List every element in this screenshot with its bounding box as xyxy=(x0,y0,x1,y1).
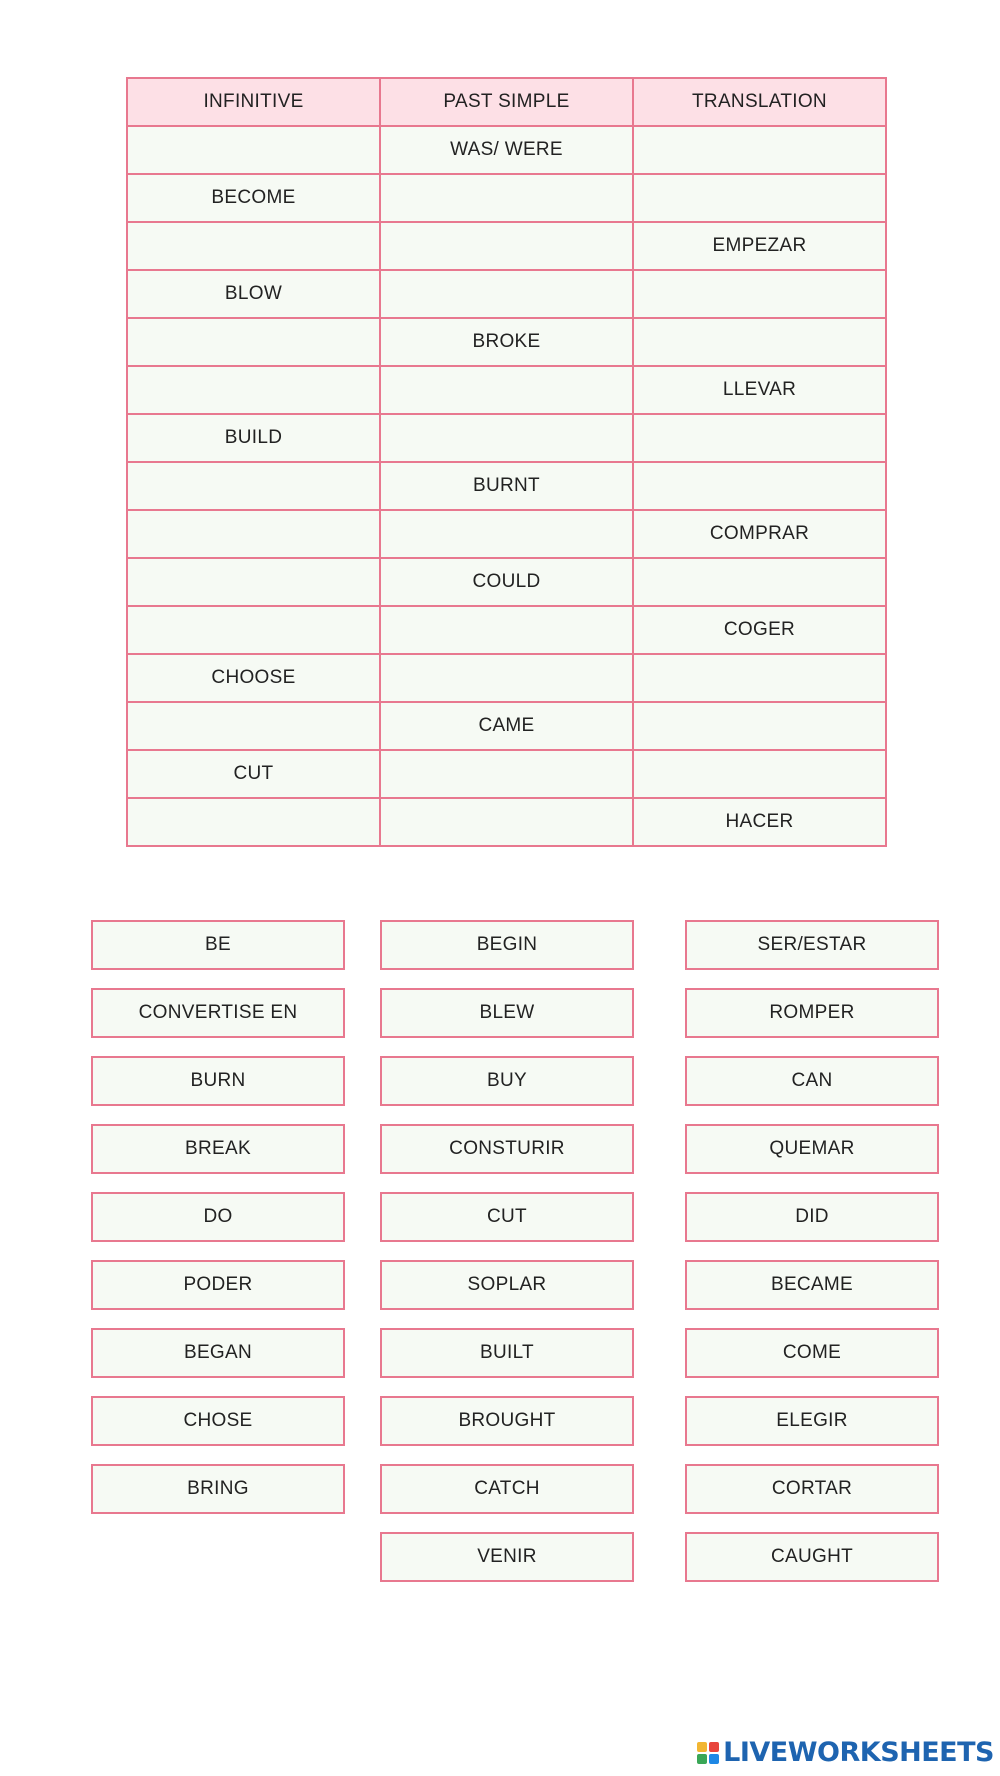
cell-past-simple: CAME xyxy=(380,702,633,750)
cell-infinitive: CUT xyxy=(127,750,380,798)
drop-cell-infinitive[interactable] xyxy=(127,462,380,510)
word-tile[interactable]: BE xyxy=(91,920,345,970)
logo-square-icon xyxy=(709,1742,719,1752)
word-tile[interactable]: BECAME xyxy=(685,1260,939,1310)
table-row xyxy=(127,750,886,798)
logo-square-icon xyxy=(709,1754,719,1764)
drop-cell-translation[interactable] xyxy=(633,270,886,318)
drop-cell-past-simple[interactable] xyxy=(380,750,633,798)
word-tile[interactable]: BEGAN xyxy=(91,1328,345,1378)
word-tile[interactable]: CONVERTISE EN xyxy=(91,988,345,1038)
cell-translation: EMPEZAR xyxy=(633,222,886,270)
table-row xyxy=(127,222,886,270)
drop-cell-past-simple[interactable] xyxy=(380,270,633,318)
cell-past-simple: BROKE xyxy=(380,318,633,366)
drop-cell-infinitive[interactable] xyxy=(127,606,380,654)
cell-infinitive: BUILD xyxy=(127,414,380,462)
drop-cell-translation[interactable] xyxy=(633,414,886,462)
drop-cell-past-simple[interactable] xyxy=(380,366,633,414)
logo-square-icon xyxy=(697,1742,707,1752)
word-tile[interactable]: CHOSE xyxy=(91,1396,345,1446)
drop-cell-translation[interactable] xyxy=(633,318,886,366)
table-row xyxy=(127,366,886,414)
table-row xyxy=(127,462,886,510)
drop-cell-translation[interactable] xyxy=(633,174,886,222)
logo-square-icon xyxy=(697,1754,707,1764)
table-row xyxy=(127,654,886,702)
table-row xyxy=(127,702,886,750)
word-tile[interactable]: ELEGIR xyxy=(685,1396,939,1446)
word-tile[interactable]: DID xyxy=(685,1192,939,1242)
drop-cell-past-simple[interactable] xyxy=(380,510,633,558)
header-translation: TRANSLATION xyxy=(633,78,886,126)
word-tile[interactable]: BUILT xyxy=(380,1328,634,1378)
cell-past-simple: COULD xyxy=(380,558,633,606)
drop-cell-past-simple[interactable] xyxy=(380,606,633,654)
word-tile[interactable]: BUY xyxy=(380,1056,634,1106)
cell-infinitive: CHOOSE xyxy=(127,654,380,702)
word-tile[interactable]: BREAK xyxy=(91,1124,345,1174)
drop-cell-past-simple[interactable] xyxy=(380,654,633,702)
word-tile[interactable]: BEGIN xyxy=(380,920,634,970)
drop-cell-past-simple[interactable] xyxy=(380,222,633,270)
word-tile[interactable]: COME xyxy=(685,1328,939,1378)
table-row xyxy=(127,606,886,654)
word-tile[interactable]: DO xyxy=(91,1192,345,1242)
header-infinitive: INFINITIVE xyxy=(127,78,380,126)
liveworksheets-wordmark: LIVEWORKSHEETS xyxy=(723,1737,994,1768)
drop-cell-past-simple[interactable] xyxy=(380,798,633,846)
word-tile[interactable]: PODER xyxy=(91,1260,345,1310)
drop-cell-translation[interactable] xyxy=(633,750,886,798)
word-bank-column-2 xyxy=(380,920,634,1600)
drop-cell-translation[interactable] xyxy=(633,126,886,174)
cell-past-simple: BURNT xyxy=(380,462,633,510)
word-tile[interactable]: QUEMAR xyxy=(685,1124,939,1174)
table-row xyxy=(127,414,886,462)
table-row xyxy=(127,558,886,606)
word-tile[interactable]: CUT xyxy=(380,1192,634,1242)
cell-infinitive: BECOME xyxy=(127,174,380,222)
word-tile[interactable]: CONSTURIR xyxy=(380,1124,634,1174)
drop-cell-infinitive[interactable] xyxy=(127,510,380,558)
word-tile[interactable]: BRING xyxy=(91,1464,345,1514)
drop-cell-infinitive[interactable] xyxy=(127,702,380,750)
word-bank-column-1 xyxy=(91,920,345,1532)
drop-cell-infinitive[interactable] xyxy=(127,558,380,606)
header-past-simple: PAST SIMPLE xyxy=(380,78,633,126)
drop-cell-infinitive[interactable] xyxy=(127,222,380,270)
cell-translation: COGER xyxy=(633,606,886,654)
cell-past-simple: WAS/ WERE xyxy=(380,126,633,174)
word-tile[interactable]: CAN xyxy=(685,1056,939,1106)
table-row xyxy=(127,798,886,846)
drop-cell-past-simple[interactable] xyxy=(380,414,633,462)
word-tile[interactable]: BURN xyxy=(91,1056,345,1106)
drop-cell-past-simple[interactable] xyxy=(380,174,633,222)
drop-cell-translation[interactable] xyxy=(633,558,886,606)
table-header-row xyxy=(127,78,886,126)
word-bank-column-3 xyxy=(685,920,939,1600)
table-body xyxy=(127,126,886,846)
word-tile[interactable]: BLEW xyxy=(380,988,634,1038)
word-tile[interactable]: CAUGHT xyxy=(685,1532,939,1582)
cell-translation: LLEVAR xyxy=(633,366,886,414)
liveworksheets-logo xyxy=(697,1737,994,1768)
drop-cell-infinitive[interactable] xyxy=(127,366,380,414)
table-row xyxy=(127,510,886,558)
word-tile[interactable]: VENIR xyxy=(380,1532,634,1582)
drop-cell-translation[interactable] xyxy=(633,462,886,510)
word-tile[interactable]: ROMPER xyxy=(685,988,939,1038)
cell-translation: HACER xyxy=(633,798,886,846)
table-row xyxy=(127,270,886,318)
word-tile[interactable]: CORTAR xyxy=(685,1464,939,1514)
table-row xyxy=(127,126,886,174)
drop-cell-translation[interactable] xyxy=(633,654,886,702)
drop-cell-infinitive[interactable] xyxy=(127,318,380,366)
liveworksheets-logo-icon xyxy=(697,1742,719,1764)
table-row xyxy=(127,174,886,222)
verb-table xyxy=(126,77,887,847)
word-tile[interactable]: SER/ESTAR xyxy=(685,920,939,970)
word-tile[interactable]: SOPLAR xyxy=(380,1260,634,1310)
cell-infinitive: BLOW xyxy=(127,270,380,318)
drop-cell-translation[interactable] xyxy=(633,702,886,750)
drop-cell-infinitive[interactable] xyxy=(127,798,380,846)
drop-cell-infinitive[interactable] xyxy=(127,126,380,174)
cell-translation: COMPRAR xyxy=(633,510,886,558)
word-tile[interactable]: CATCH xyxy=(380,1464,634,1514)
table-row xyxy=(127,318,886,366)
word-tile[interactable]: BROUGHT xyxy=(380,1396,634,1446)
